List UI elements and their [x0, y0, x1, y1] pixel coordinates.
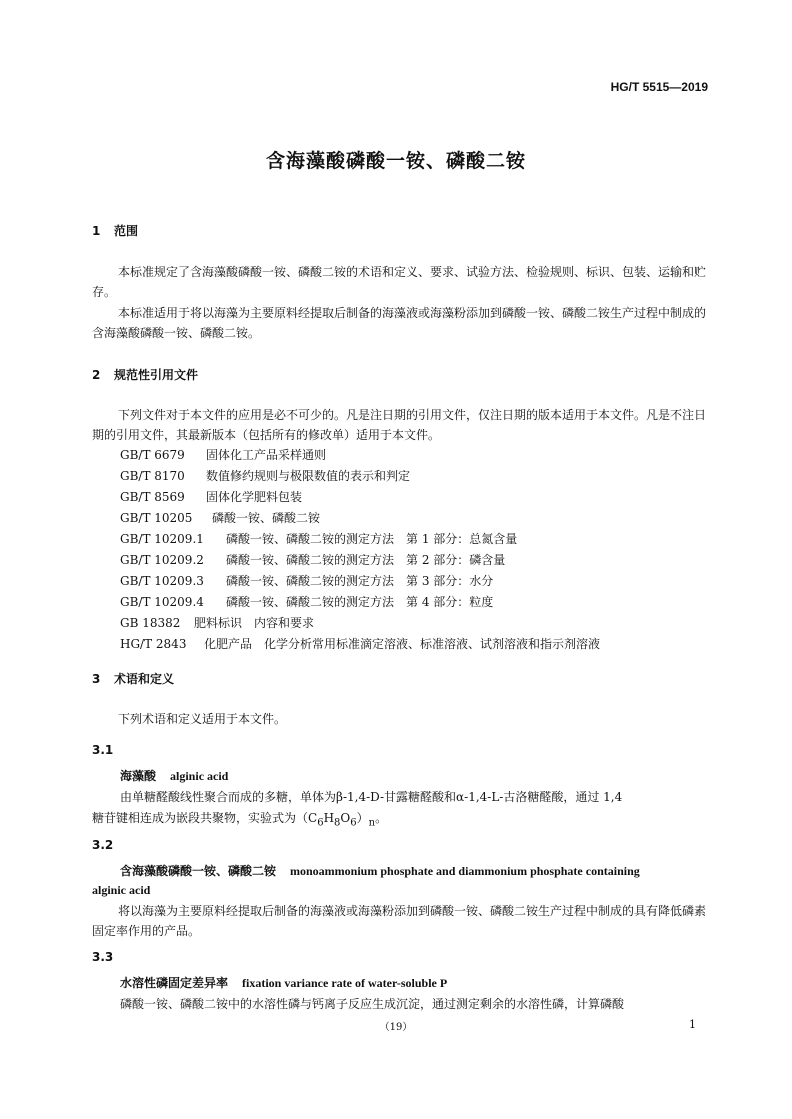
reference-item: [120, 635, 600, 652]
scope-paragraph-1: 本标准规定了含海藻酸磷酸一铵、磷酸二铵的术语和定义、要求、试验方法、检验规则、标识、包装、运输和贮存。: [92, 265, 707, 299]
page-code: （19）: [379, 1022, 413, 1033]
term-english: alginic acid: [170, 769, 229, 783]
reference-item: [120, 467, 410, 484]
term-heading: [120, 974, 447, 991]
section-title: 术语和定义: [114, 672, 175, 686]
reference-title: 磷酸一铵、磷酸二铵的测定方法 第 4 部分：粒度: [226, 595, 494, 609]
reference-title: 肥料标识 内容和要求: [194, 616, 315, 630]
reference-item: [120, 446, 326, 463]
reference-item: [120, 509, 320, 526]
reference-title: 化肥产品 化学分析常用标准滴定溶液、标准溶液、试剂溶液和指示剂溶液: [204, 637, 601, 651]
reference-title: 数值修约规则与极限数值的表示和判定: [206, 469, 411, 483]
term-number: 3.2: [92, 838, 114, 852]
section-title: 范围: [114, 224, 139, 238]
reference-item: [120, 551, 505, 568]
reference-title: 磷酸一铵、磷酸二铵的测定方法 第 1 部分：总氮含量: [226, 532, 518, 546]
reference-code: GB/T 6679: [120, 448, 185, 462]
reference-item: [120, 614, 314, 631]
reference-code: GB/T 10209.3: [120, 574, 204, 588]
references-intro: 下列文件对于本文件的应用是必不可少的。凡是注日期的引用文件，仅注日期的版本适用于本文件。凡是不注日期的引用文件，其最新版本（包括所有的修改单）适用于本文件。: [92, 408, 707, 442]
document-title: 含海藻酸磷酸一铵、磷酸二铵: [265, 150, 526, 172]
term-chinese: 含海藻酸磷酸一铵、磷酸二铵: [120, 864, 277, 878]
reference-title: 磷酸一铵、磷酸二铵的测定方法 第 3 部分：水分: [226, 574, 494, 588]
reference-item: [120, 488, 302, 505]
reference-code: HG/T 2843: [120, 637, 187, 651]
term-chinese: 海藻酸: [120, 769, 157, 783]
term-definition: 磷酸一铵、磷酸二铵中的水溶性磷与钙离子反应生成沉淀，通过测定剩余的水溶性磷，计算磷酸: [120, 997, 625, 1011]
reference-item: [120, 572, 493, 589]
terms-intro: 下列术语和定义适用于本文件。: [118, 712, 287, 726]
reference-code: GB/T 10209.1: [120, 532, 204, 546]
section-2-heading: [92, 366, 198, 383]
reference-code: GB/T 10209.2: [120, 553, 204, 567]
term-english: monoammonium phosphate and diammonium phosphate containing: [290, 864, 640, 878]
scope-paragraph-2: 本标准适用于将以海藻为主要原料经提取后制备的海藻液或海藻粉添加到磷酸一铵、磷酸二铵生产过程中制成的含海藻酸磷酸一铵、磷酸二铵。: [92, 306, 707, 340]
section-number: 2: [92, 368, 101, 382]
section-number: 1: [92, 224, 101, 238]
term-definition: 将以海藻为主要原料经提取后制备的海藻液或海藻粉添加到磷酸一铵、磷酸二铵生产过程中制成的具有降低磷素固定率作用的产品。: [92, 904, 707, 938]
reference-code: GB/T 8569: [120, 490, 185, 504]
reference-title: 磷酸一铵、磷酸二铵: [212, 511, 321, 525]
term-definition-line-2: 糖苷键相连成为嵌段共聚物，实验式为$(C_6H_8O_6)_n$。: [92, 811, 388, 829]
term-english: fixation variance rate of water-soluble P: [242, 976, 448, 990]
reference-title: 固体化学肥料包装: [206, 490, 303, 504]
standard-code: HG/T 5515—2019: [610, 80, 708, 94]
page-number: 1: [689, 1018, 696, 1031]
reference-code: GB/T 8170: [120, 469, 185, 483]
reference-code: GB/T 10209.4: [120, 595, 204, 609]
section-number: 3: [92, 672, 101, 686]
term-chinese: 水溶性磷固定差异率: [120, 976, 229, 990]
section-3-heading: [92, 670, 174, 687]
term-number: 3.3: [92, 950, 114, 964]
reference-code: GB 18382: [120, 616, 181, 630]
reference-code: GB/T 10205: [120, 511, 193, 525]
section-title: 规范性引用文件: [114, 368, 199, 382]
reference-item: [120, 593, 493, 610]
term-number: 3.1: [92, 743, 114, 757]
term-english-continued: alginic acid: [92, 883, 151, 897]
term-definition-line-1: 由单糖醛酸线性聚合而成的多糖，单体为β-1,4-D-甘露糖醛酸和α-1,4-L-古洛糖醛酸，通过 1,4: [120, 790, 623, 804]
reference-title: 磷酸一铵、磷酸二铵的测定方法 第 2 部分：磷含量: [226, 553, 506, 567]
section-1-heading: [92, 222, 138, 239]
term-heading: [120, 862, 640, 879]
term-heading: [120, 767, 228, 784]
reference-item: [120, 530, 517, 547]
reference-title: 固体化工产品采样通则: [206, 448, 327, 462]
